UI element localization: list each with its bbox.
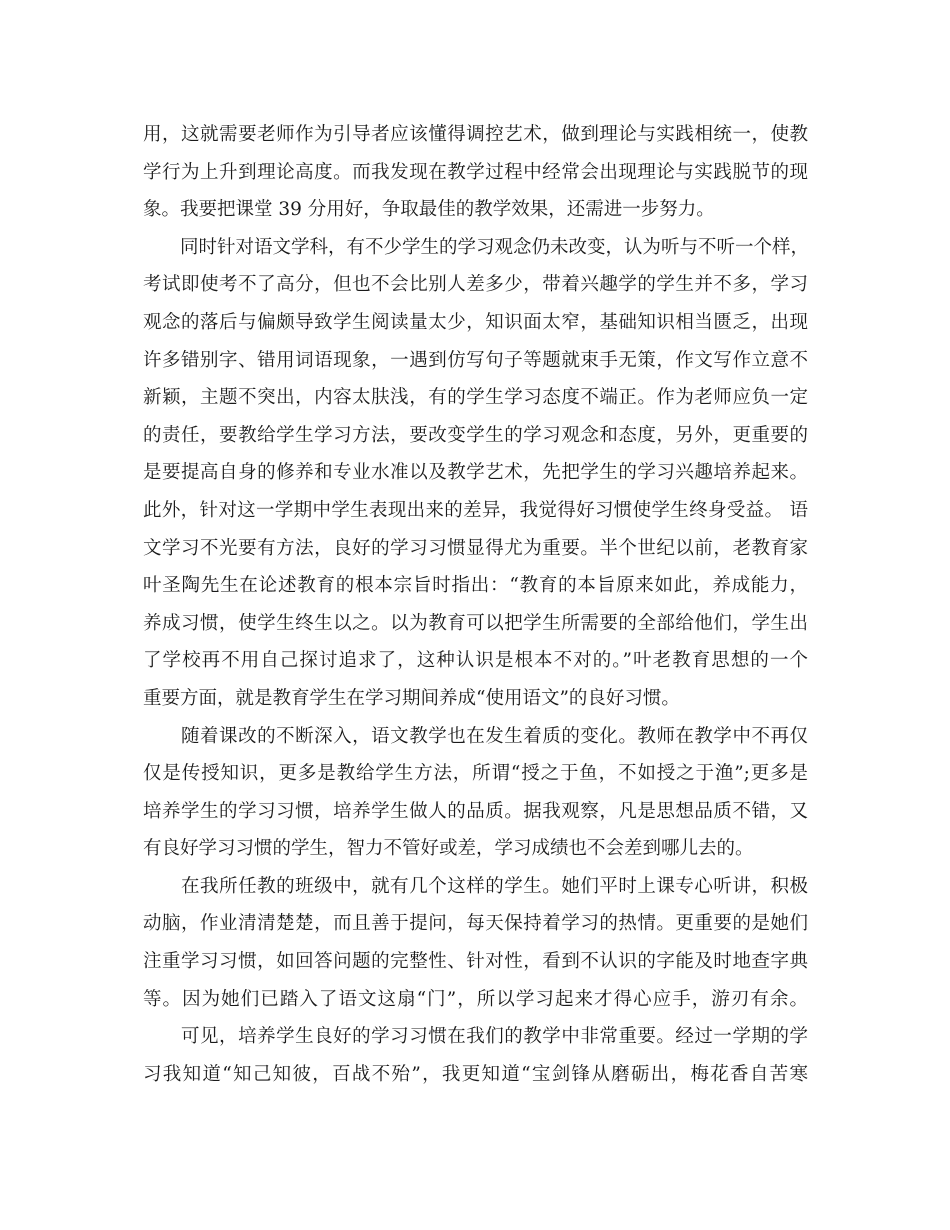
text-line: 观念的落后与偏颇导致学生阅读量太少，知识面太窄，基础知识相当匮乏，出现 bbox=[143, 311, 808, 333]
text-line: 新颖，主题不突出，内容太肤浅，有的学生学习态度不端正。作为老师应负一定 bbox=[143, 387, 808, 409]
text-line: 同时针对语文学科，有不少学生的学习观念仍未改变，认为听与不听一个样， bbox=[143, 236, 810, 258]
text-line: 随着课改的不断深入，语文教学也在发生着质的变化。教师在教学中不再仅 bbox=[143, 725, 808, 747]
text-line: 仅是传授知识，更多是教给学生方法，所谓“授之于鱼，不如授之于渔”;更多是 bbox=[143, 763, 808, 785]
body-text bbox=[143, 116, 808, 1093]
text-line: 动脑，作业清清楚楚，而且善于提问，每天保持着学习的热情。更重要的是她们 bbox=[143, 913, 808, 935]
text-line: 习我知道“知己知彼，百战不殆”，我更知道“宝剑锋从磨砺出，梅花香自苦寒 bbox=[143, 1063, 808, 1085]
text-line: 了学校再不用自己探讨追求了，这种认识是根本不对的。”叶老教育思想的一个 bbox=[143, 650, 808, 672]
text-line: 在我所任教的班级中，就有几个这样的学生。她们平时上课专心听讲，积极 bbox=[143, 875, 808, 897]
text-line: 等。因为她们已踏入了语文这扇“门”，所以学习起来才得心应手，游刃有余。 bbox=[143, 988, 808, 1010]
text-line: 是要提高自身的修养和专业水准以及教学艺术，先把学生的学习兴趣培养起来。 bbox=[143, 462, 808, 484]
text-line: 考试即使考不了高分，但也不会比别人差多少，带着兴趣学的学生并不多，学习 bbox=[143, 274, 808, 296]
text-line: 用，这就需要老师作为引导者应该懂得调控艺术，做到理论与实践相统一，使教 bbox=[143, 124, 808, 145]
text-line: 重要方面，就是教育学生在学习期间养成“使用语文”的良好习惯。 bbox=[143, 687, 680, 709]
text-line: 许多错别字、错用词语现象，一遇到仿写句子等题就束手无策，作文写作立意不 bbox=[143, 349, 808, 371]
text-line: 文学习不光要有方法，良好的学习习惯显得尤为重要。半个世纪以前，老教育家 bbox=[143, 537, 808, 559]
text-line: 培养学生的学习习惯，培养学生做人的品质。据我观察，凡是思想品质不错，又 bbox=[143, 800, 808, 822]
text-line: 象。我要把课堂 39 分用好，争取最佳的教学效果，还需进一步努力。 bbox=[143, 199, 715, 221]
text-line: 有良好学习习惯的学生，智力不管好或差，学习成绩也不会差到哪儿去的。 bbox=[143, 838, 754, 860]
text-line: 叶圣陶先生在论述教育的根本宗旨时指出：“教育的本旨原来如此，养成能力， bbox=[143, 575, 808, 597]
text-line: 养成习惯，使学生终生以之。以为教育可以把学生所需要的全部给他们，学生出 bbox=[143, 612, 808, 634]
text-line: 学行为上升到理论高度。而我发现在教学过程中经常会出现理论与实践脱节的现 bbox=[143, 161, 808, 183]
text-line: 此外，针对这一学期中学生表现出来的差异，我觉得好习惯使学生终身受益。 语 bbox=[143, 499, 808, 521]
text-line: 可见，培养学生良好的学习习惯在我们的教学中非常重要。经过一学期的学 bbox=[143, 1026, 808, 1048]
text-line: 注重学习习惯，如回答问题的完整性、针对性，看到不认识的字能及时地查字典 bbox=[143, 951, 808, 973]
text-line: 的责任，要教给学生学习方法，要改变学生的学习观念和态度，另外，更重要的 bbox=[143, 424, 808, 446]
